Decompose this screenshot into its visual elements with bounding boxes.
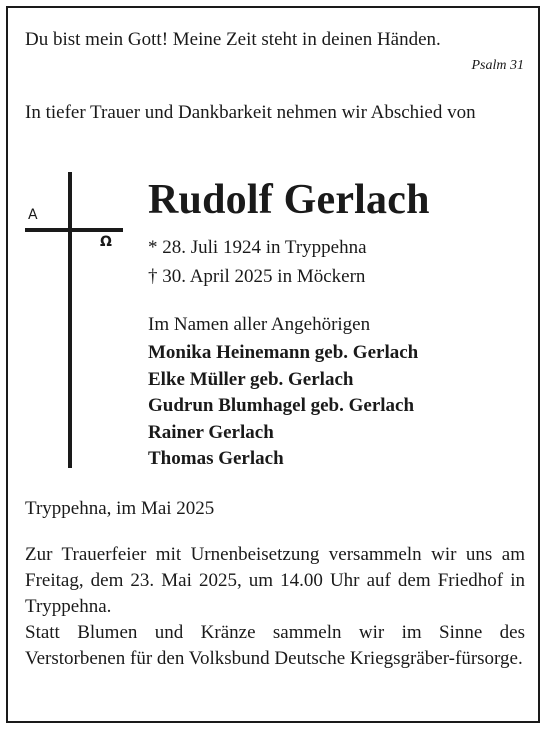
cross-icon: [68, 172, 72, 468]
relative-name: Elke Müller geb. Gerlach: [148, 368, 354, 390]
relatives-list: [148, 340, 418, 473]
place-date: Tryppehna, im Mai 2025: [25, 498, 215, 519]
cross-beam: [25, 228, 123, 232]
deceased-name: Rudolf Gerlach: [148, 177, 430, 223]
ceremony-paragraph: Zur Trauerfeier mit Urnenbeisetzung versammeln wir uns am Freitag, dem 23. Mai 2025, um 14.00 Uhr auf dem Friedhof in Tryppehna.: [25, 544, 525, 617]
donation-paragraph: Statt Blumen und Kränze sammeln wir im Sinne des Verstorbenen für den Volksbund Deutsche Kriegsgräber-fürsorge.: [25, 622, 525, 669]
omega-icon: Ω: [100, 234, 112, 250]
motto-text: Du bist mein Gott! Meine Zeit steht in deinen Händen.: [25, 29, 441, 50]
relative-name: Rainer Gerlach: [148, 421, 274, 443]
relative-name: Monika Heinemann geb. Gerlach: [148, 342, 419, 363]
intro-text: In tiefer Trauer und Dankbarkeit nehmen wir Abschied von: [25, 102, 476, 123]
death-line: † 30. April 2025 in Möckern: [148, 266, 366, 287]
birth-line: * 28. Juli 1924 in Tryppehna: [148, 237, 367, 258]
alpha-icon: A: [28, 207, 38, 223]
ceremony-notice: [25, 542, 525, 672]
relative-name: Thomas Gerlach: [148, 448, 284, 469]
family-intro: Im Namen aller Angehörigen: [148, 314, 371, 335]
motto-source: Psalm 31: [471, 58, 524, 73]
relative-name: Gudrun Blumhagel geb. Gerlach: [148, 395, 415, 416]
